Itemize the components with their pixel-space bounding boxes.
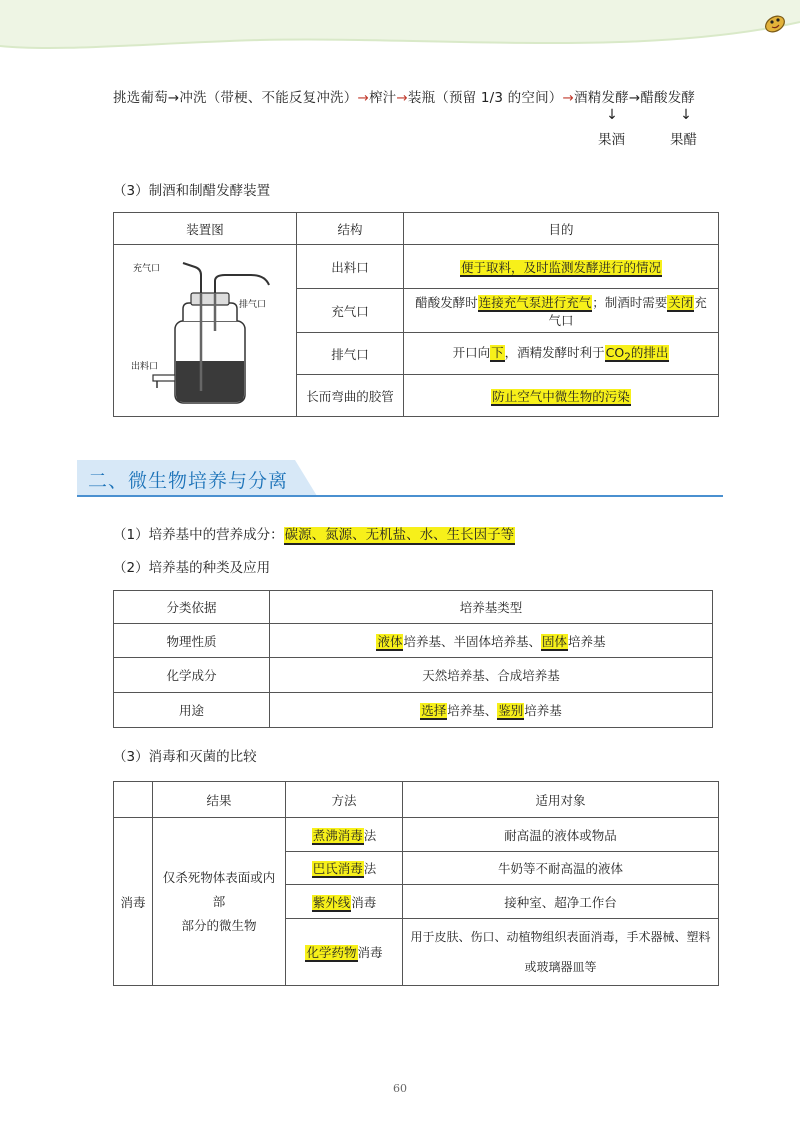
- flow-step-bottle: 装瓶（预留 1/3 的空间）: [407, 90, 563, 106]
- flow-arrow: →: [562, 90, 574, 106]
- purpose-cell: [404, 289, 719, 333]
- structure-cell: 排气口: [297, 333, 404, 375]
- text: 培养基: [568, 633, 606, 649]
- product-wine: 果酒: [598, 132, 625, 148]
- col-header-structure: 结构: [297, 213, 404, 245]
- col-header-target: 适用对象: [403, 782, 719, 818]
- col-header-diagram: 装置图: [114, 213, 297, 245]
- apparatus-diagram-cell: [114, 245, 297, 417]
- category-cell: 消毒: [114, 818, 153, 986]
- text: ，酒精发酵时利于: [504, 345, 605, 361]
- flow-arrow: →: [628, 90, 641, 106]
- type-cell: [270, 693, 713, 728]
- highlight-text: 紫外线: [312, 894, 351, 910]
- highlight-text: [605, 345, 670, 362]
- structure-cell: 长而弯曲的胶管: [297, 375, 404, 417]
- highlight-text: 巴氏消毒: [312, 861, 363, 876]
- down-arrow-vinegar: ↓: [680, 107, 692, 123]
- basis-cell: 用途: [114, 693, 270, 728]
- subsection-title-disinfection: （3）消毒和灭菌的比较: [113, 749, 257, 765]
- method-cell: [286, 919, 403, 986]
- mascot-icon: [762, 10, 788, 36]
- apparatus-table: [113, 212, 719, 417]
- wine-vinegar-process-flow: [113, 86, 695, 106]
- result-line: 部分的微生物: [181, 917, 257, 933]
- nutrients-prefix: （1）培养基中的营养成分：: [113, 527, 284, 543]
- flow-step-acetic-fermentation: 醋酸发酵: [640, 90, 696, 106]
- flow-step-select-grapes: 挑选葡萄: [113, 90, 168, 106]
- nutrients-line: [113, 523, 515, 543]
- target-cell: 牛奶等不耐高温的液体: [403, 852, 719, 885]
- text: 法: [363, 861, 377, 876]
- structure-cell: 出料口: [297, 245, 404, 289]
- text: ；制酒时需要: [592, 294, 668, 310]
- diagram-label-exhaust: 排气口: [239, 299, 267, 310]
- diagram-label-outlet: 出料口: [131, 361, 159, 372]
- co2-subscript: 2: [624, 351, 631, 364]
- text: 培养基、半固体培养基、: [403, 633, 541, 649]
- text: 充气口: [548, 294, 707, 328]
- product-vinegar: 果醋: [670, 132, 697, 148]
- down-arrow-wine: ↓: [606, 107, 618, 123]
- header-wave-decoration: [0, 0, 800, 70]
- target-cell: 接种室、超净工作台: [403, 885, 719, 919]
- highlight-text: 选择: [421, 703, 447, 718]
- flow-step-juice: 榨汁: [368, 90, 397, 106]
- target-cell: [403, 919, 719, 986]
- flow-step-alcohol-fermentation: 酒精发酵: [574, 90, 629, 106]
- col-header-result: 结果: [153, 782, 286, 818]
- method-cell: [286, 818, 403, 852]
- purpose-cell: [404, 375, 719, 417]
- text: 消毒: [351, 894, 377, 910]
- diagram-label-inlet: 充气口: [133, 263, 161, 274]
- page-number: 60: [393, 1082, 407, 1095]
- highlight-text: 固体: [542, 633, 568, 649]
- highlight-text: 煮沸消毒: [312, 827, 363, 843]
- basis-cell: 化学成分: [114, 658, 270, 693]
- highlight-text: 液体: [377, 633, 403, 649]
- highlight-text: 下: [491, 345, 504, 361]
- text: 消毒: [357, 945, 383, 960]
- text: 法: [363, 827, 377, 843]
- fermentation-bottle-diagram: [125, 251, 285, 411]
- target-line: 用于皮肤、伤口、动植物组织表面消毒，手术器械、塑料: [410, 930, 711, 944]
- text: 培养基: [524, 703, 562, 718]
- text: 醋酸发酵时: [415, 294, 478, 310]
- highlight-text: 便于取料，及时监测发酵进行的情况: [460, 259, 661, 275]
- basis-cell: 物理性质: [114, 624, 270, 658]
- section-title: 二、微生物培养与分离: [88, 470, 289, 492]
- type-cell: 天然培养基、合成培养基: [270, 658, 713, 693]
- disinfection-table: [113, 781, 719, 986]
- col-header-method: 方法: [286, 782, 403, 818]
- flow-step-rinse: 冲洗（带梗、不能反复冲洗）: [179, 90, 358, 106]
- col-header-empty: [114, 782, 153, 818]
- medium-table: [113, 590, 713, 728]
- highlight-text: 鉴别: [498, 703, 524, 718]
- highlight-text: 关闭: [668, 294, 694, 310]
- col-header-purpose: 目的: [404, 213, 719, 245]
- subsection-title-medium: （2）培养基的种类及应用: [113, 560, 271, 576]
- highlight-text: 碳源、氮源、无机盐、水、生长因子等: [284, 527, 515, 543]
- purpose-cell: [404, 245, 719, 289]
- text: 开口向: [452, 345, 491, 361]
- purpose-cell: [404, 333, 719, 375]
- method-cell: [286, 885, 403, 919]
- result-cell: [153, 818, 286, 986]
- flow-arrow: →: [167, 90, 180, 106]
- co2-text: CO: [605, 345, 625, 361]
- target-cell: 耐高温的液体或物品: [403, 818, 719, 852]
- method-cell: [286, 852, 403, 885]
- text: 培养基、: [447, 703, 498, 718]
- target-line: 或玻璃器皿等: [524, 960, 597, 974]
- result-line: 仅杀死物体表面或内部: [162, 869, 276, 909]
- structure-cell: 充气口: [297, 289, 404, 333]
- col-header-basis: 分类依据: [114, 591, 270, 624]
- highlight-text: 防止空气中微生物的污染: [492, 388, 630, 404]
- type-cell: [270, 624, 713, 658]
- flow-arrow: →: [357, 90, 369, 106]
- text: 的排出: [630, 345, 669, 361]
- highlight-text: 化学药物: [306, 945, 357, 960]
- subsection-title-apparatus: （3）制酒和制醋发酵装置: [113, 183, 271, 199]
- highlight-text: 连接充气泵进行充气: [478, 294, 592, 310]
- flow-arrow: →: [396, 90, 408, 106]
- col-header-type: 培养基类型: [270, 591, 713, 624]
